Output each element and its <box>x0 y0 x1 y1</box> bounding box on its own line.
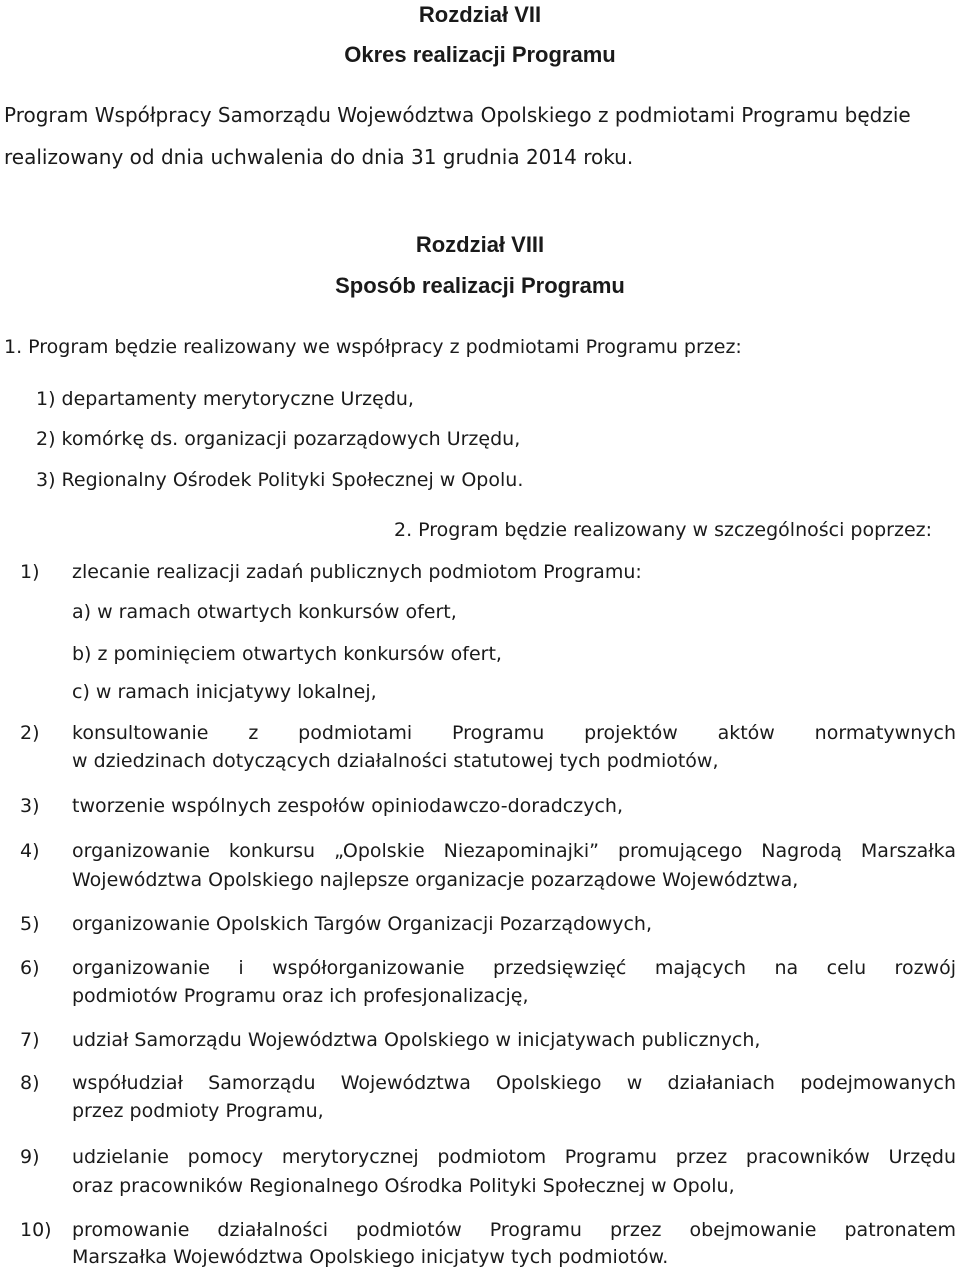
section-2-item-6-line-1: organizowanie i współorganizowanie przedsięwzięć mających na celu rozwój <box>72 957 956 979</box>
section-2-item-1-sub-c: c) w ramach inicjatywy lokalnej, <box>72 681 377 703</box>
section-2-item-8-line-2: przez podmioty Programu, <box>72 1100 324 1122</box>
section-2-item-6-line-2: podmiotów Programu oraz ich profesjonalizację, <box>72 985 529 1007</box>
section-2-item-2-number: 2) <box>20 722 40 744</box>
chapter-7-paragraph-line-1: Program Współpracy Samorządu Województwa Opolskiego z podmiotami Programu będzie <box>4 103 911 127</box>
section-2-item-9-number: 9) <box>20 1146 40 1168</box>
section-2-item-10-number: 10) <box>20 1219 52 1241</box>
section-2-item-1-sub-a: a) w ramach otwartych konkursów ofert, <box>72 601 457 623</box>
chapter-7-paragraph-line-2: realizowany od dnia uchwalenia do dnia 31 grudnia 2014 roku. <box>4 145 634 169</box>
chapter-8-title: Rozdział VIII <box>415 232 545 257</box>
chapter-7-title: Rozdział VII <box>418 2 542 27</box>
section-2-item-9-line-2: oraz pracowników Regionalnego Ośrodka Polityki Społecznej w Opolu, <box>72 1175 735 1197</box>
chapter-7-subtitle: Okres realizacji Programu <box>344 42 616 67</box>
section-2-item-6-number: 6) <box>20 957 40 979</box>
section-1-item-3: 3) Regionalny Ośrodek Polityki Społecznej w Opolu. <box>36 469 524 491</box>
section-2-item-10-line-2: Marszałka Województwa Opolskiego inicjatyw tych podmiotów. <box>72 1246 669 1268</box>
section-2-item-4-line-1: organizowanie konkursu „Opolskie Niezapominajki” promującego Nagrodą Marszałka <box>72 840 956 862</box>
section-2-item-2-line-2: w dziedzinach dotyczących działalności statutowej tych podmiotów, <box>72 750 719 772</box>
section-2-item-8-number: 8) <box>20 1072 40 1094</box>
section-2-item-1-text: zlecanie realizacji zadań publicznych podmiotom Programu: <box>72 561 642 583</box>
section-1-heading: 1. Program będzie realizowany we współpracy z podmiotami Programu przez: <box>4 336 742 358</box>
section-2-item-2-line-1: konsultowanie z podmiotami Programu projektów aktów normatywnych <box>72 722 956 744</box>
section-2-item-4-line-2: Województwa Opolskiego najlepsze organizacje pozarządowe Województwa, <box>72 869 799 891</box>
section-2-item-3-number: 3) <box>20 795 40 817</box>
section-2-item-4-number: 4) <box>20 840 40 862</box>
section-1-item-2: 2) komórkę ds. organizacji pozarządowych Urzędu, <box>36 428 521 450</box>
section-2-item-5-number: 5) <box>20 913 40 935</box>
section-1-item-1: 1) departamenty merytoryczne Urzędu, <box>36 388 414 410</box>
section-2-item-1-number: 1) <box>20 561 40 583</box>
section-2-item-7-line-1: udział Samorządu Województwa Opolskiego w inicjatywach publicznych, <box>72 1029 761 1051</box>
section-2-item-5-line-1: organizowanie Opolskich Targów Organizacji Pozarządowych, <box>72 913 652 935</box>
section-2-item-7-number: 7) <box>20 1029 40 1051</box>
section-2-item-3-line-1: tworzenie wspólnych zespołów opiniodawczo-doradczych, <box>72 795 623 817</box>
section-2-item-8-line-1: współudział Samorządu Województwa Opolskiego w działaniach podejmowanych <box>72 1072 956 1094</box>
section-2-item-1-sub-b: b) z pominięciem otwartych konkursów ofert, <box>72 643 502 665</box>
section-2-item-9-line-1: udzielanie pomocy merytorycznej podmiotom Programu przez pracowników Urzędu <box>72 1146 956 1168</box>
section-2-item-10-line-1: promowanie działalności podmiotów Programu przez obejmowanie patronatem <box>72 1219 956 1241</box>
section-2-heading: 2. Program będzie realizowany w szczególności poprzez: <box>394 519 933 541</box>
chapter-8-subtitle: Sposób realizacji Programu <box>335 273 625 298</box>
